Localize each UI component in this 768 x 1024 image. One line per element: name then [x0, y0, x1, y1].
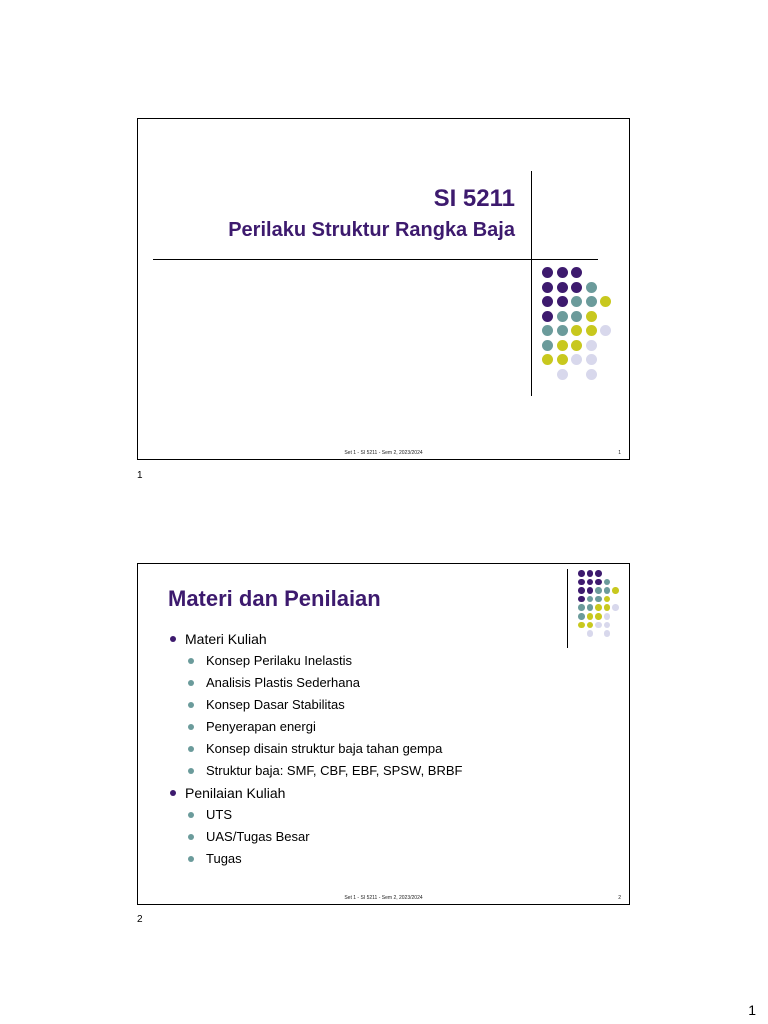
- decorative-dot: [595, 596, 602, 603]
- list-item: Tugas: [168, 848, 462, 870]
- decorative-dot: [578, 587, 585, 594]
- decorative-dot: [557, 340, 568, 351]
- decorative-dot: [557, 354, 568, 365]
- decorative-dot: [595, 613, 602, 620]
- list-item: Analisis Plastis Sederhana: [168, 672, 462, 694]
- bullet-icon: [188, 702, 194, 708]
- decorative-dot: [542, 354, 553, 365]
- decorative-dot: [578, 613, 585, 620]
- bullet-icon: [188, 746, 194, 752]
- decorative-dot: [612, 604, 619, 611]
- bullet-icon: [188, 768, 194, 774]
- bullet-icon: [170, 790, 176, 796]
- decorative-dot: [586, 369, 597, 380]
- slide-2-footer: Set 1 - SI 5211 - Sem 2, 2023/2024: [344, 895, 423, 901]
- decorative-dot: [578, 579, 585, 586]
- list-item: Konsep Dasar Stabilitas: [168, 694, 462, 716]
- decorative-dot: [595, 587, 602, 594]
- decorative-dot: [557, 282, 568, 293]
- decorative-dot: [587, 587, 594, 594]
- slide-2: [137, 563, 630, 905]
- decorative-dot: [604, 596, 611, 603]
- decorative-dot: [586, 325, 597, 336]
- decorative-dot: [571, 296, 582, 307]
- decorative-dot: [557, 311, 568, 322]
- decorative-dot: [557, 296, 568, 307]
- decorative-dot: [604, 579, 611, 586]
- decorative-dot: [542, 267, 553, 278]
- bullet-icon: [188, 680, 194, 686]
- bullet-icon: [188, 856, 194, 862]
- decorative-dot: [571, 282, 582, 293]
- decorative-dot: [595, 622, 602, 629]
- decorative-dot: [586, 311, 597, 322]
- decorative-dot: [604, 622, 611, 629]
- list-heading: Penilaian Kuliah: [168, 782, 462, 804]
- slide-1: [137, 118, 630, 460]
- decorative-dot: [612, 587, 619, 594]
- decorative-dot: [586, 296, 597, 307]
- decorative-dot: [587, 622, 594, 629]
- decorative-dot: [604, 604, 611, 611]
- decorative-dot: [595, 570, 602, 577]
- slide-2-title: Materi dan Penilaian: [168, 586, 381, 611]
- decorative-dot: [578, 596, 585, 603]
- decorative-dot: [557, 267, 568, 278]
- handout-slide-number-1: 1: [137, 470, 143, 481]
- list-item: Konsep disain struktur baja tahan gempa: [168, 738, 462, 760]
- decorative-dot: [571, 354, 582, 365]
- bullet-icon: [188, 834, 194, 840]
- bullet-icon: [188, 724, 194, 730]
- decorative-dot: [578, 622, 585, 629]
- bullet-icon: [188, 812, 194, 818]
- list-item: UTS: [168, 804, 462, 826]
- decorative-dot: [571, 267, 582, 278]
- decorative-dot: [542, 325, 553, 336]
- decorative-dot: [604, 587, 611, 594]
- slide-1-subtitle: Perilaku Struktur Rangka Baja: [228, 219, 515, 241]
- slide-2-page-number: 2: [618, 895, 621, 901]
- decorative-dot: [578, 570, 585, 577]
- decorative-dot: [595, 604, 602, 611]
- list-item: Konsep Perilaku Inelastis: [168, 650, 462, 672]
- bullet-icon: [170, 636, 176, 642]
- decorative-dot: [557, 369, 568, 380]
- decorative-dot: [587, 579, 594, 586]
- slide-1-page-number: 1: [618, 450, 621, 456]
- title-divider-vertical: [531, 171, 532, 396]
- sheet-page-number: 1: [748, 1002, 756, 1018]
- decorative-dot: [542, 282, 553, 293]
- content-list: [168, 628, 462, 870]
- decorative-dot: [571, 325, 582, 336]
- slide-1-title: SI 5211: [433, 185, 515, 212]
- decorative-dot: [587, 630, 594, 637]
- decorative-dot: [542, 311, 553, 322]
- decorative-dot: [578, 604, 585, 611]
- decorative-dot: [571, 340, 582, 351]
- list-heading: Materi Kuliah: [168, 628, 462, 650]
- decorative-dot: [557, 325, 568, 336]
- decorative-dot: [587, 570, 594, 577]
- decorative-dot: [542, 296, 553, 307]
- list-item: Struktur baja: SMF, CBF, EBF, SPSW, BRBF: [168, 760, 462, 782]
- decorative-dot: [595, 579, 602, 586]
- bullet-icon: [188, 658, 194, 664]
- decorative-dot: [604, 630, 611, 637]
- decorative-dot: [600, 325, 611, 336]
- list-item: UAS/Tugas Besar: [168, 826, 462, 848]
- handout-slide-number-2: 2: [137, 914, 143, 925]
- list-item: Penyerapan energi: [168, 716, 462, 738]
- decorative-dot: [587, 613, 594, 620]
- decorative-dot: [586, 354, 597, 365]
- decorative-dot: [586, 340, 597, 351]
- title-divider-vertical: [567, 569, 568, 648]
- decorative-dot: [542, 340, 553, 351]
- decorative-dot: [600, 296, 611, 307]
- decorative-dot: [604, 613, 611, 620]
- decorative-dot: [586, 282, 597, 293]
- decorative-dot: [571, 311, 582, 322]
- decorative-dot: [587, 604, 594, 611]
- slide-1-footer: Set 1 - SI 5211 - Sem 2, 2023/2024: [344, 450, 423, 456]
- decorative-dot: [587, 596, 594, 603]
